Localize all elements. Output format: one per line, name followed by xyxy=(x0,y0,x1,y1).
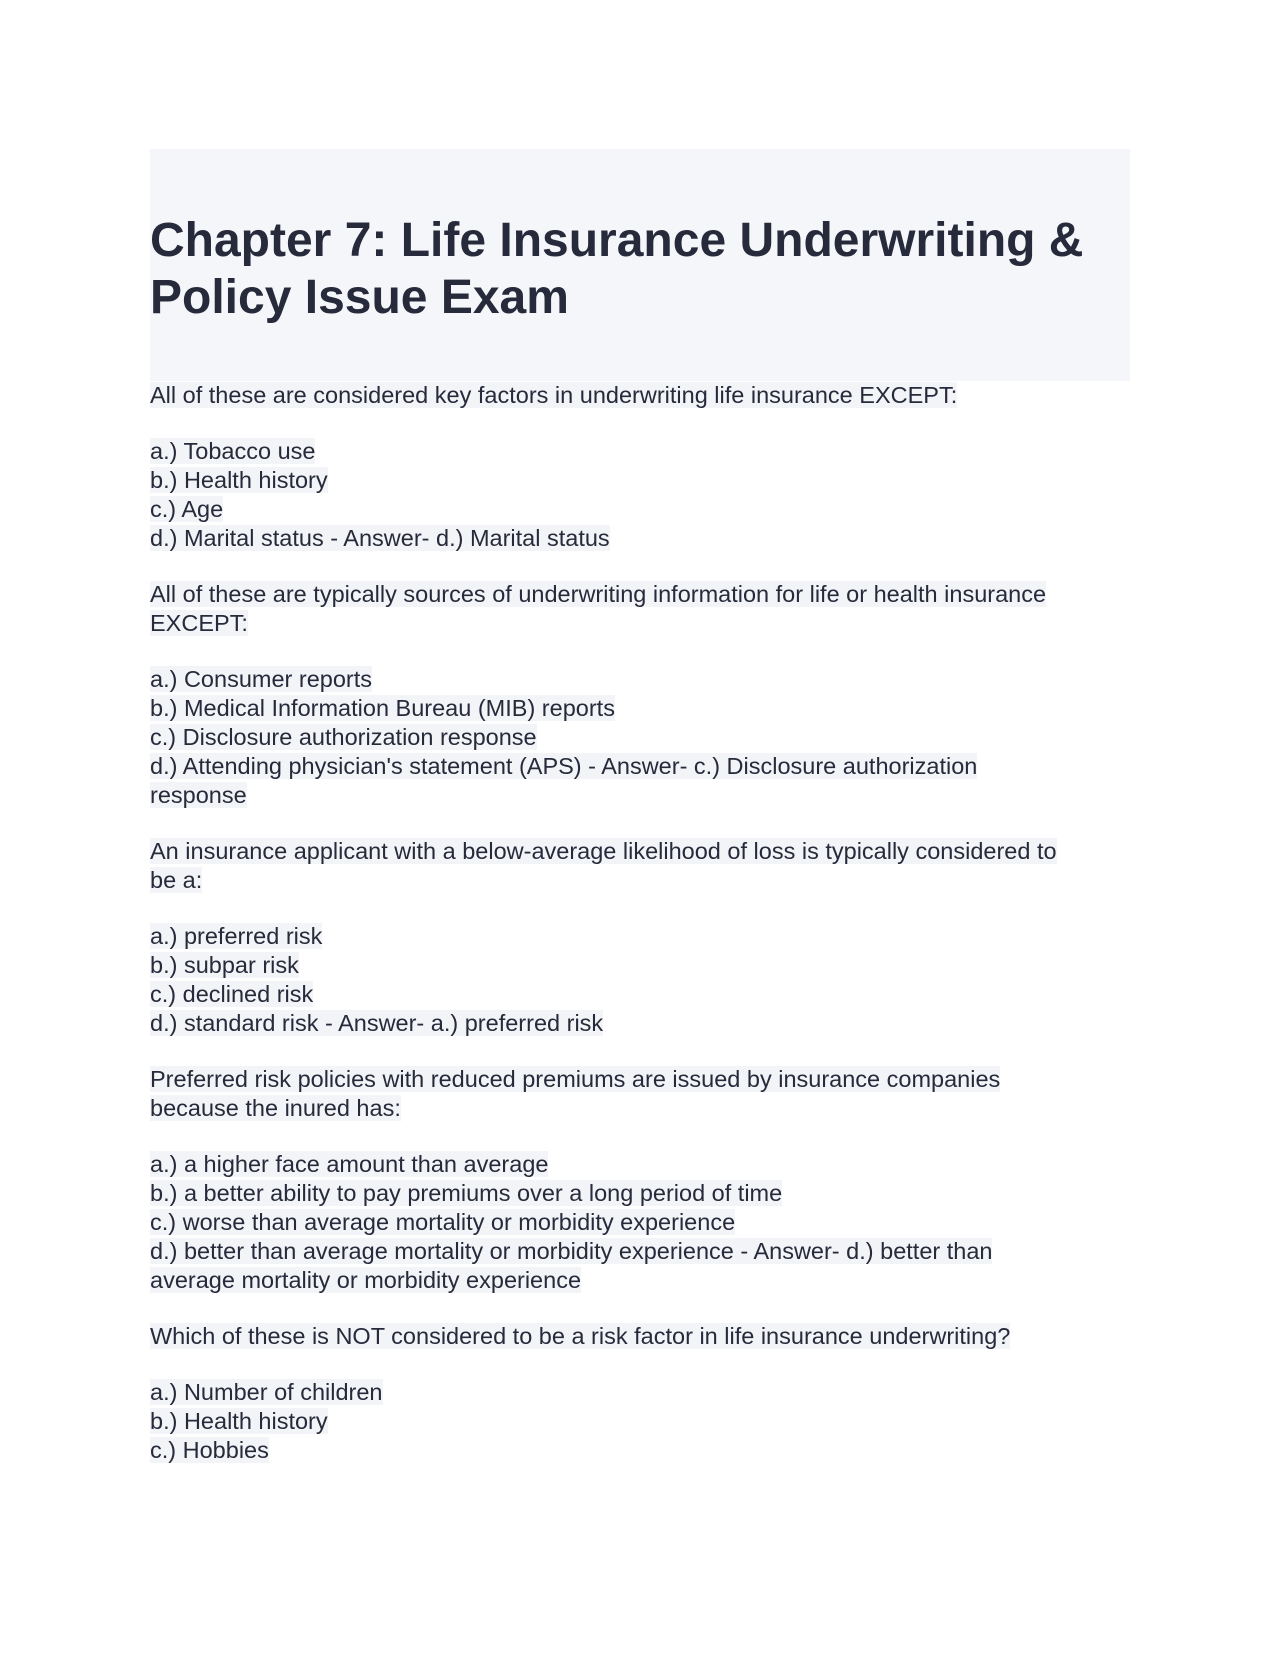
option-line: b.) Health history xyxy=(150,1408,328,1434)
question-text xyxy=(150,580,1130,638)
option-line: c.) declined risk xyxy=(150,981,314,1007)
question-block xyxy=(150,837,1130,1065)
question-block xyxy=(150,1065,1130,1322)
question-text xyxy=(150,381,1130,410)
option-line: b.) Medical Information Bureau (MIB) reports xyxy=(150,695,615,721)
question-block xyxy=(150,580,1130,837)
option-line: a.) Tobacco use xyxy=(150,438,316,464)
answer-options xyxy=(150,437,1130,553)
option-line: a.) preferred risk xyxy=(150,923,323,949)
answer-options xyxy=(150,922,1130,1038)
title-line: Chapter 7: Life Insurance Underwriting & xyxy=(150,214,1084,267)
question-line: EXCEPT: xyxy=(150,610,248,636)
answer-options xyxy=(150,1150,1130,1295)
document-page xyxy=(150,149,1130,1465)
option-line: a.) a higher face amount than average xyxy=(150,1151,549,1177)
option-line: d.) Marital status - Answer- d.) Marital status xyxy=(150,525,610,551)
option-line: d.) Attending physician's statement (APS) - Answer- c.) Disclosure authorization xyxy=(150,753,978,779)
exam-content xyxy=(150,381,1130,1465)
option-line: b.) Health history xyxy=(150,467,328,493)
option-line: response xyxy=(150,782,247,808)
option-line: c.) Hobbies xyxy=(150,1437,269,1463)
option-line: c.) Disclosure authorization response xyxy=(150,724,537,750)
option-line: average mortality or morbidity experience xyxy=(150,1267,582,1293)
option-line: c.) worse than average mortality or morbidity experience xyxy=(150,1209,736,1235)
option-line: a.) Consumer reports xyxy=(150,666,373,692)
question-line: All of these are typically sources of underwriting information for life or health insurance xyxy=(150,581,1047,607)
page-title xyxy=(150,212,1130,326)
title-block xyxy=(150,149,1130,381)
option-line: d.) standard risk - Answer- a.) preferred risk xyxy=(150,1010,604,1036)
answer-options xyxy=(150,1378,1130,1465)
question-line: Which of these is NOT considered to be a risk factor in life insurance underwriting? xyxy=(150,1323,1011,1349)
option-line: b.) subpar risk xyxy=(150,952,299,978)
question-block xyxy=(150,381,1130,580)
option-line: b.) a better ability to pay premiums over a long period of time xyxy=(150,1180,783,1206)
question-text xyxy=(150,1322,1130,1351)
question-text xyxy=(150,1065,1130,1123)
question-text xyxy=(150,837,1130,895)
question-line: Preferred risk policies with reduced premiums are issued by insurance companies xyxy=(150,1066,1001,1092)
option-line: d.) better than average mortality or morbidity experience - Answer- d.) better than xyxy=(150,1238,993,1264)
question-line: be a: xyxy=(150,867,203,893)
title-line: Policy Issue Exam xyxy=(150,271,569,324)
question-block xyxy=(150,1322,1130,1465)
question-line: because the inured has: xyxy=(150,1095,401,1121)
option-line: a.) Number of children xyxy=(150,1379,383,1405)
answer-options xyxy=(150,665,1130,810)
question-line: An insurance applicant with a below-average likelihood of loss is typically considered to xyxy=(150,838,1057,864)
question-line: All of these are considered key factors in underwriting life insurance EXCEPT: xyxy=(150,382,958,408)
option-line: c.) Age xyxy=(150,496,224,522)
